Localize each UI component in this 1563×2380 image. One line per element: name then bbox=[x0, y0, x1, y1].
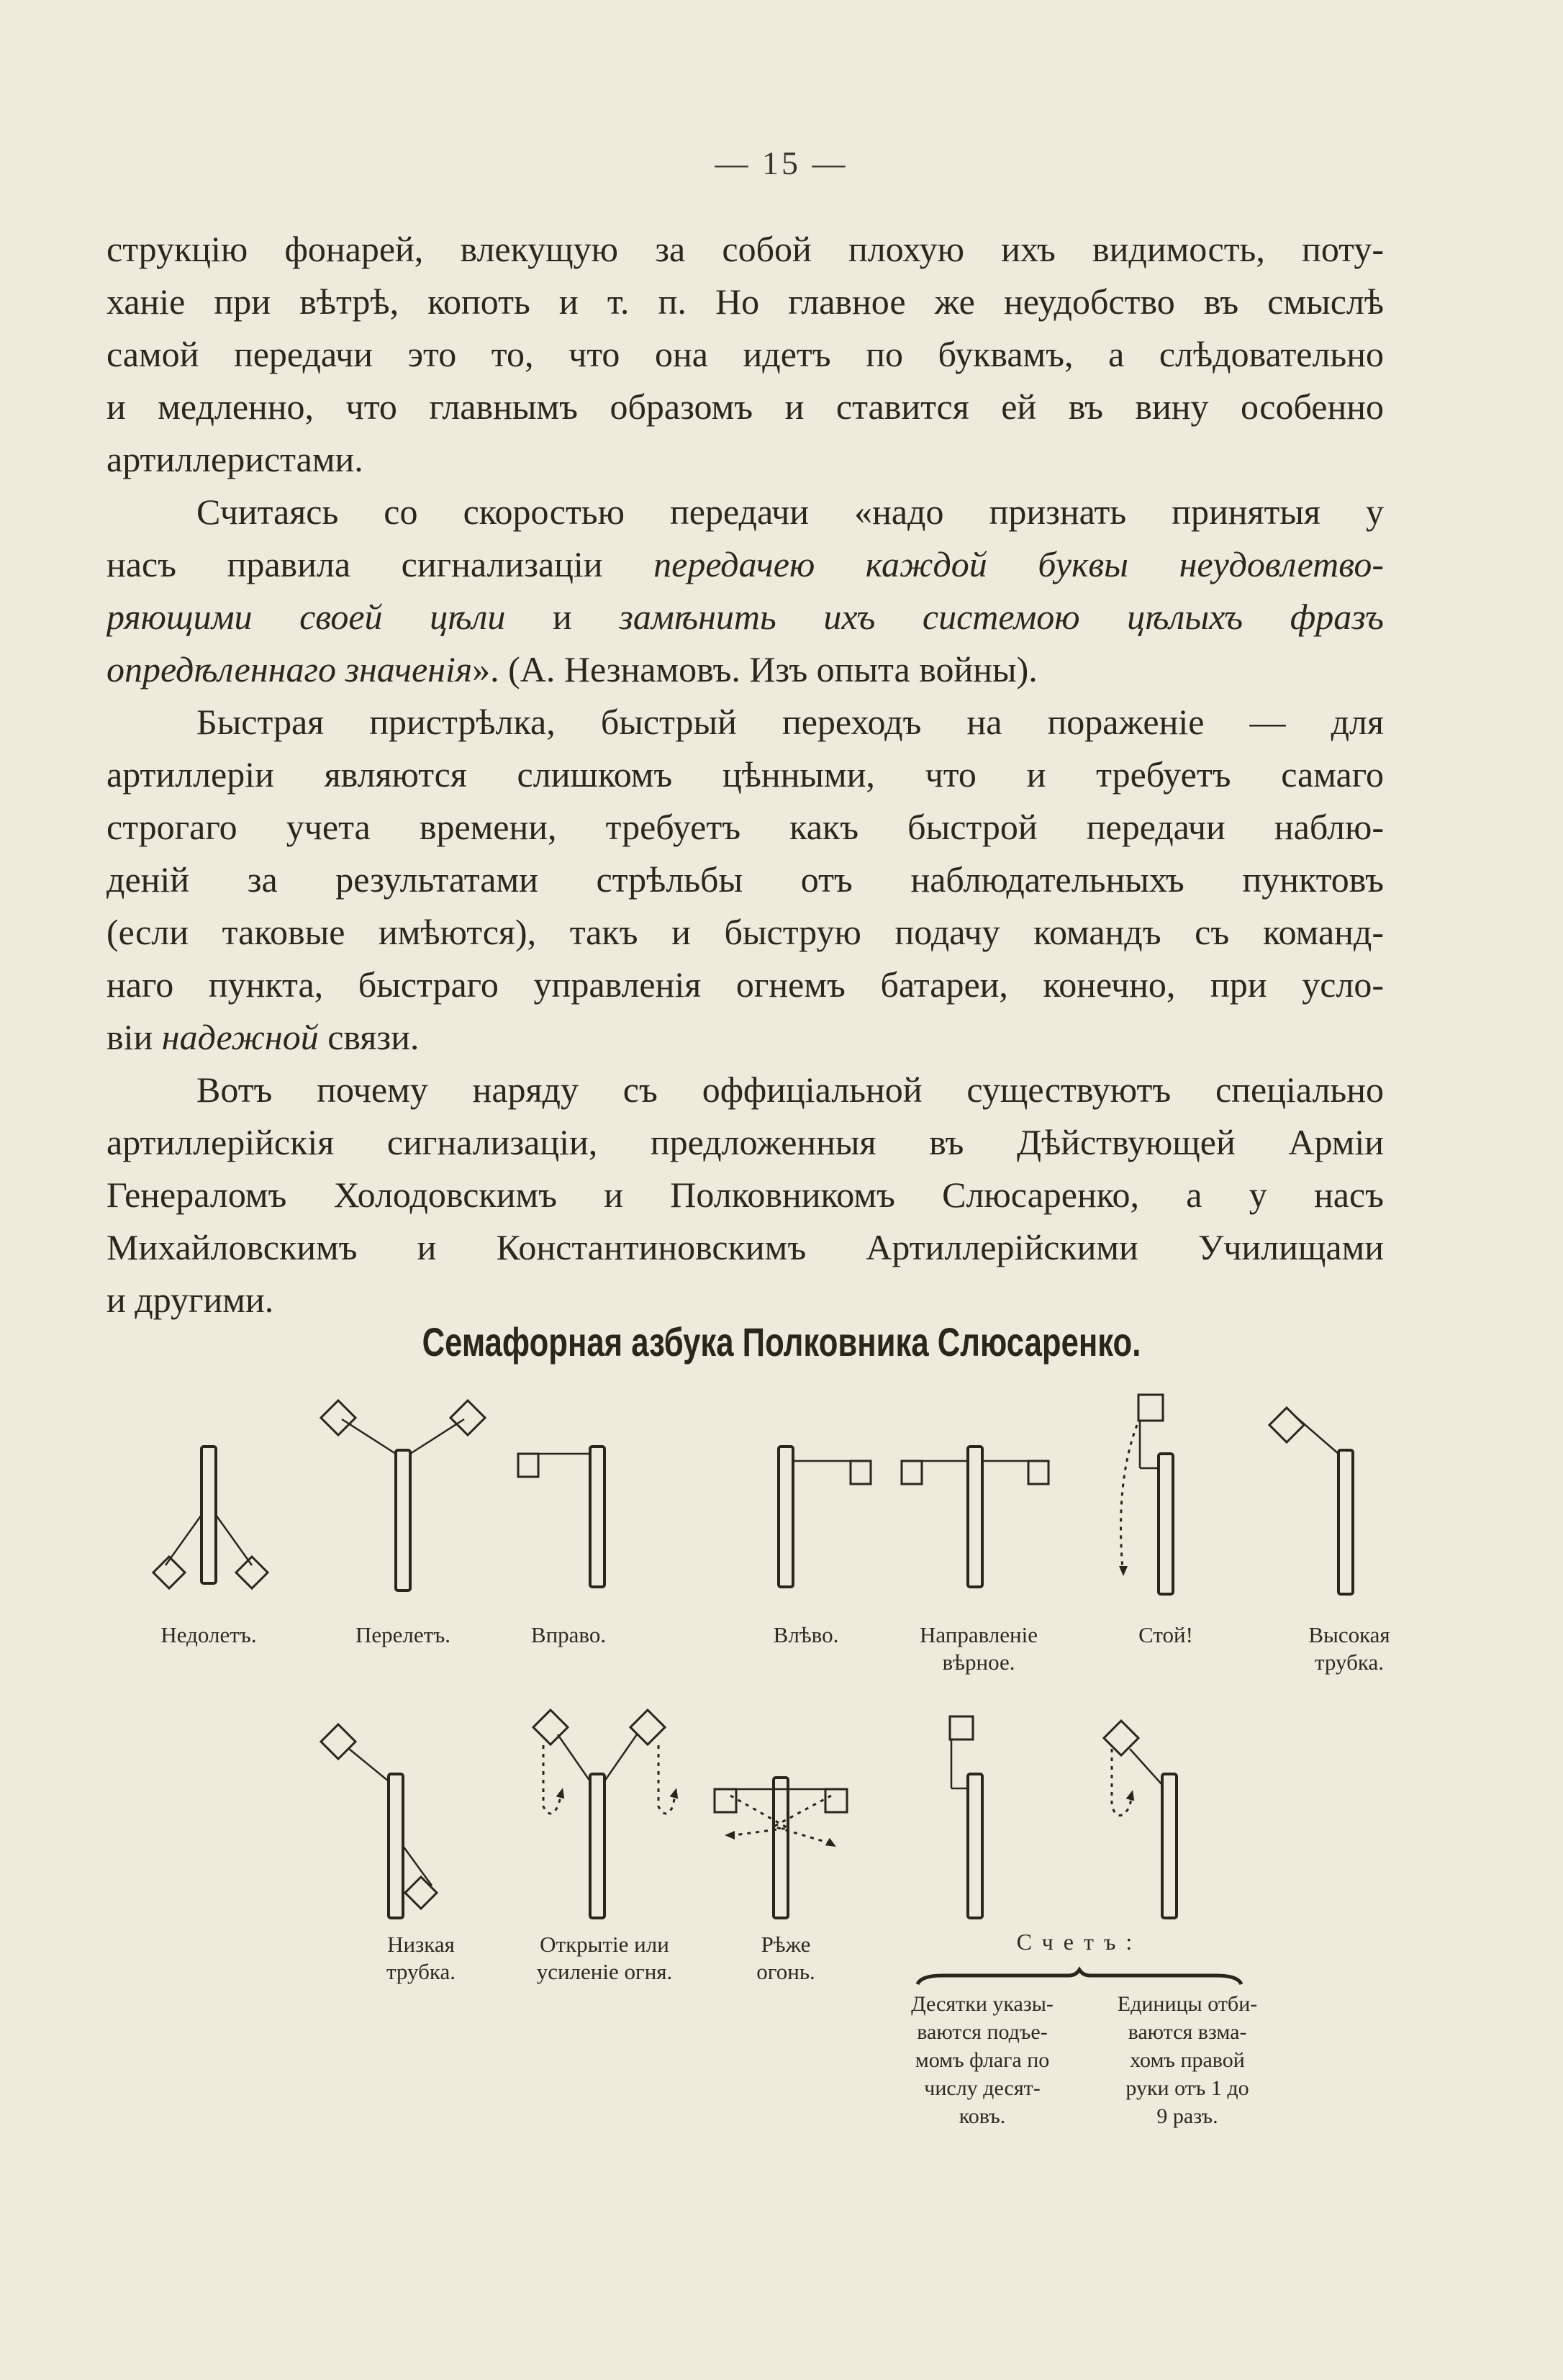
caption-line: Высокая bbox=[1308, 1622, 1390, 1647]
text-line bbox=[107, 906, 1384, 959]
text-segment: віи bbox=[107, 1017, 162, 1057]
square-flag bbox=[1028, 1461, 1048, 1484]
italic-text: передачею каждой буквы неудовлетво- bbox=[653, 544, 1384, 584]
caption-line: Открытіе или bbox=[540, 1932, 669, 1957]
square-flag bbox=[851, 1461, 871, 1484]
text-line bbox=[107, 1064, 1384, 1116]
caption-line: Стой! bbox=[1138, 1622, 1193, 1647]
signal-pole bbox=[1159, 1454, 1173, 1594]
text-segment: артиллеристами. bbox=[107, 439, 363, 479]
flag-staff bbox=[604, 1734, 637, 1781]
signal-napravlenie bbox=[889, 1432, 1076, 1598]
signal-vpravo bbox=[497, 1432, 626, 1598]
square-flag bbox=[902, 1461, 922, 1484]
signal-caption bbox=[756, 1931, 815, 1986]
text-line bbox=[107, 276, 1384, 328]
text-segment: ». (А. Незнамовъ. Изъ опыта войны). bbox=[472, 649, 1038, 689]
signal-pole bbox=[774, 1778, 788, 1918]
text-segment: ханіе при вѣтрѣ, копоть и т. п. Но главное же неудобство въ смыслѣ bbox=[107, 281, 1384, 322]
text-line bbox=[107, 486, 1384, 538]
signal-rezhe bbox=[709, 1763, 853, 1929]
flag-staff bbox=[558, 1734, 590, 1781]
motion-path bbox=[543, 1745, 561, 1814]
text-line bbox=[107, 801, 1384, 854]
caption-line: Перелетъ. bbox=[355, 1622, 450, 1647]
signal-caption bbox=[355, 1621, 450, 1649]
diamond-flag bbox=[630, 1710, 665, 1745]
count-line: ваются подъе- bbox=[917, 2020, 1048, 2044]
signal-pole bbox=[1338, 1450, 1353, 1594]
text-line bbox=[107, 1011, 1384, 1064]
signal-pole bbox=[968, 1774, 982, 1918]
text-line bbox=[107, 748, 1384, 801]
caption-line: Влѣво. bbox=[773, 1622, 839, 1647]
text-line bbox=[107, 1116, 1384, 1169]
text-segment: самой передачи это то, что она идетъ по буквамъ, а слѣдовательно bbox=[107, 334, 1384, 374]
text-line bbox=[107, 381, 1384, 433]
text-segment: связи. bbox=[318, 1017, 420, 1057]
diamond-flag bbox=[1104, 1721, 1138, 1755]
signal-vlevo bbox=[770, 1432, 900, 1598]
signal-perelet bbox=[302, 1396, 504, 1598]
count-tens-text bbox=[911, 1990, 1054, 2130]
signal-nizkaya bbox=[309, 1713, 439, 1929]
diamond-flag bbox=[533, 1710, 568, 1745]
count-line: хомъ правой bbox=[1130, 2048, 1245, 2072]
text-line bbox=[107, 1169, 1384, 1221]
caption-line: Недолетъ. bbox=[160, 1622, 257, 1647]
signal-vysokaya bbox=[1259, 1403, 1382, 1598]
text-segment: и медленно, что главнымъ образомъ и ставится ей въ вину особенно bbox=[107, 386, 1384, 427]
text-segment: Генераломъ Холодовскимъ и Полковникомъ Слюсаренко, а у насъ bbox=[107, 1175, 1384, 1215]
signal-pole bbox=[396, 1450, 410, 1591]
italic-text: надежной bbox=[161, 1017, 319, 1057]
text-line bbox=[107, 854, 1384, 906]
signal-pole bbox=[590, 1774, 604, 1918]
text-segment: деній за результатами стрѣльбы отъ наблюдательныхъ пунктовъ bbox=[107, 859, 1384, 900]
signal-count-units bbox=[1079, 1706, 1202, 1922]
signal-pole bbox=[968, 1447, 982, 1587]
diamond-flag bbox=[450, 1401, 485, 1435]
text-segment: и bbox=[505, 597, 620, 637]
caption-line: трубка. bbox=[386, 1959, 456, 1984]
arrow-head bbox=[1126, 1789, 1137, 1801]
text-segment: артиллерійскія сигнализаціи, предложенныя въ Дѣйствующей Арміи bbox=[107, 1122, 1384, 1162]
text-line bbox=[107, 643, 1384, 696]
square-flag bbox=[950, 1716, 973, 1739]
signal-caption bbox=[774, 1621, 839, 1649]
diamond-flag bbox=[405, 1877, 437, 1909]
caption-line: Вправо. bbox=[530, 1622, 607, 1647]
signal-pole bbox=[779, 1447, 793, 1587]
count-line: момъ флага по bbox=[915, 2048, 1050, 2072]
arrow-head bbox=[1119, 1566, 1128, 1576]
text-segment: Считаясь со скоростью передачи «надо признать принятыя у bbox=[196, 492, 1384, 532]
diamond-flag bbox=[236, 1557, 268, 1588]
motion-path bbox=[1112, 1749, 1131, 1816]
text-segment: артиллеріи являются слишкомъ цѣнными, что и требуетъ самаго bbox=[107, 754, 1384, 795]
signal-nedolet bbox=[144, 1432, 288, 1598]
square-flag bbox=[825, 1789, 847, 1812]
text-line bbox=[107, 696, 1384, 748]
text-line bbox=[107, 223, 1384, 276]
text-segment: струкцію фонарей, влекущую за собой плохую ихъ видимость, поту- bbox=[107, 229, 1384, 269]
text-segment: Вотъ почему наряду съ оффиціальной существуютъ спеціально bbox=[196, 1069, 1384, 1110]
arrow-head bbox=[725, 1831, 735, 1840]
diagram-title: Семафорная азбука Полковника Слюсаренко. bbox=[422, 1319, 1141, 1365]
square-flag bbox=[1138, 1395, 1163, 1421]
text-segment: (если таковые имѣются), такъ и быструю подачу командъ съ команд- bbox=[107, 912, 1384, 952]
text-segment: Быстрая пристрѣлка, быстрый переходъ на пораженіе — для bbox=[196, 702, 1384, 742]
caption-line: вѣрное. bbox=[942, 1650, 1015, 1675]
text-line bbox=[107, 538, 1384, 591]
text-line bbox=[107, 959, 1384, 1011]
italic-text: опредѣленнаго значенія bbox=[107, 649, 473, 689]
count-line: ковъ. bbox=[959, 2104, 1006, 2128]
caption-line: Направленіе bbox=[919, 1622, 1038, 1647]
count-title: Счетъ: bbox=[1016, 1929, 1143, 1955]
motion-path bbox=[658, 1745, 675, 1814]
arrow-head bbox=[556, 1787, 567, 1799]
text-line bbox=[107, 1221, 1384, 1274]
signal-stoy bbox=[1101, 1389, 1209, 1598]
diamond-flag bbox=[1269, 1408, 1304, 1442]
text-segment: наго пункта, быстраго управленія огнемъ батареи, конечно, при усло- bbox=[107, 964, 1384, 1005]
square-flag bbox=[518, 1454, 538, 1477]
diamond-flag bbox=[321, 1401, 355, 1435]
caption-line: Рѣже bbox=[761, 1932, 811, 1957]
text-line bbox=[107, 433, 1384, 486]
flag-staff bbox=[349, 1749, 389, 1781]
count-units-text bbox=[1118, 1990, 1258, 2130]
caption-line: трубка. bbox=[1315, 1650, 1384, 1675]
flag-staff bbox=[216, 1515, 252, 1565]
flag-staff bbox=[1130, 1749, 1162, 1785]
signal-caption bbox=[1308, 1621, 1390, 1676]
caption-line: Низкая bbox=[387, 1932, 455, 1957]
signal-caption bbox=[537, 1931, 673, 1986]
text-segment: строгаго учета времени, требуетъ какъ быстрой передачи наблю- bbox=[107, 807, 1384, 847]
page-number: — 15 — bbox=[715, 145, 848, 181]
arrow-head bbox=[825, 1838, 838, 1850]
signal-pole bbox=[389, 1774, 403, 1918]
signal-caption bbox=[531, 1621, 606, 1649]
count-line: Десятки указы- bbox=[911, 1992, 1054, 2016]
text-segment: и другими. bbox=[107, 1280, 274, 1320]
text-segment: Михайловскимъ и Константиновскимъ Артиллерійскими Училищами bbox=[107, 1227, 1384, 1267]
signal-count-tens bbox=[935, 1706, 1015, 1922]
signal-pole bbox=[1162, 1774, 1177, 1918]
caption-line: усиленіе огня. bbox=[536, 1959, 673, 1984]
count-line: руки отъ 1 до bbox=[1125, 2076, 1249, 2100]
motion-path bbox=[774, 1796, 831, 1842]
square-flag bbox=[715, 1789, 736, 1812]
italic-text: ряющими своей цѣли bbox=[107, 597, 506, 637]
italic-text: замѣнить ихъ системою цѣлыхъ фразъ bbox=[619, 597, 1384, 637]
text-segment: насъ правила сигнализаціи bbox=[107, 544, 654, 584]
diamond-flag bbox=[321, 1724, 355, 1759]
count-brace bbox=[914, 1968, 1245, 1990]
signal-caption bbox=[386, 1931, 456, 1986]
text-line bbox=[107, 328, 1384, 381]
signal-caption bbox=[1138, 1621, 1193, 1649]
count-line: Единицы отби- bbox=[1117, 1992, 1258, 2016]
signal-otkrytie bbox=[511, 1706, 684, 1929]
count-line: ваются взма- bbox=[1128, 2020, 1247, 2044]
arrow-head bbox=[670, 1787, 681, 1799]
signal-pole bbox=[590, 1447, 604, 1587]
signal-caption bbox=[920, 1621, 1038, 1676]
caption-line: огонь. bbox=[756, 1959, 815, 1984]
motion-path bbox=[1121, 1425, 1138, 1569]
count-line: числу десят- bbox=[924, 2076, 1041, 2100]
signal-caption bbox=[160, 1621, 256, 1649]
count-line: 9 разъ. bbox=[1156, 2104, 1218, 2128]
text-line bbox=[107, 591, 1384, 643]
body-text bbox=[107, 223, 1384, 1326]
signal-pole bbox=[201, 1447, 216, 1583]
